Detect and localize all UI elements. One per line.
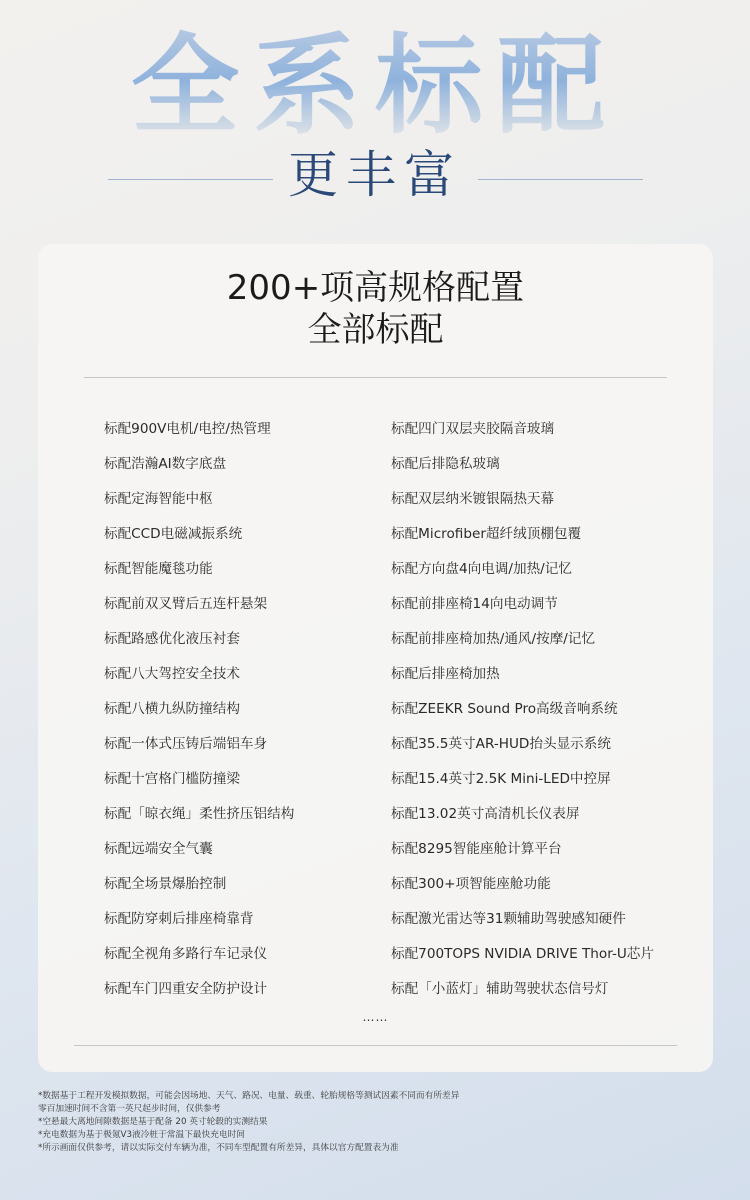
footnote: *空悬最大离地间隙数据是基于配备 20 英寸轮毂的实测结果 [38,1117,268,1127]
spec-item: 标配300+项智能座舱功能 [391,876,551,892]
spec-item: 标配四门双层夹胶隔音玻璃 [391,421,555,437]
more-ellipsis: …… [362,1010,389,1024]
card-bottom-divider [74,1045,677,1046]
spec-item: 标配路感优化液压衬套 [104,631,240,647]
spec-item: 标配双层纳米镀银隔热天幕 [391,491,555,507]
spec-item: 标配远端安全气囊 [104,841,213,857]
hero-title: 全系标配 [0,22,750,152]
spec-item: 标配浩瀚AI数字底盘 [104,456,227,472]
spec-item: 标配ZEEKR Sound Pro高级音响系统 [391,701,618,717]
spec-item: 标配前双叉臂后五连杆悬架 [104,596,268,612]
footnotes [38,1090,718,1155]
spec-item: 标配方向盘4向电调/加热/记忆 [391,561,572,577]
spec-item: 标配定海智能中枢 [104,491,213,507]
spec-list-right [391,410,654,1005]
card-title-line2: 全部标配 [307,310,444,350]
spec-item: 标配900V电机/电控/热管理 [104,421,271,437]
spec-item: 标配35.5英寸AR-HUD抬头显示系统 [391,736,611,752]
spec-item: 标配13.02英寸高清机长仪表屏 [391,806,580,822]
spec-item: 标配8295智能座舱计算平台 [391,841,562,857]
spec-item: 标配全场景爆胎控制 [104,876,227,892]
spec-item: 标配后排座椅加热 [391,666,500,682]
spec-list-left [104,410,294,1005]
spec-card [38,244,713,1072]
spec-item: 标配车门四重安全防护设计 [104,981,268,997]
spec-item: 标配全视角多路行车记录仪 [104,946,268,962]
spec-item: 标配15.4英寸2.5K Mini-LED中控屏 [391,771,611,787]
spec-item: 标配智能魔毯功能 [104,561,213,577]
spec-item: 标配前排座椅加热/通风/按摩/记忆 [391,631,596,647]
spec-item: 标配十宫格门槛防撞梁 [104,771,240,787]
footnote: *充电数据为基于极氪V3液冷桩于常温下最快充电时间 [38,1130,245,1140]
spec-item: 标配700TOPS NVIDIA DRIVE Thor-U芯片 [391,946,654,962]
subtitle-right-line [478,179,643,180]
spec-item: 标配防穿刺后排座椅靠背 [104,911,254,927]
card-top-divider [84,377,667,378]
hero-subtitle: 更丰富 [288,146,462,204]
card-title-line1: 200+项高规格配置 [226,268,525,308]
subtitle-block [0,142,750,208]
footnote: 零百加速时间不含第一英尺起步时间，仅供参考 [38,1104,221,1114]
footnote: *数据基于工程开发模拟数据，可能会因场地、天气、路况、电量、载重、轮胎规格等测试因素不同而有所差异 [38,1091,460,1101]
spec-item: 标配「小蓝灯」辅助驾驶状态信号灯 [391,981,609,997]
spec-item: 标配CCD电磁减振系统 [104,526,243,542]
footnote: *所示画面仅供参考，请以实际交付车辆为准，不同车型配置有所差异，具体以官方配置表为准 [38,1143,399,1153]
spec-item: 标配八横九纵防撞结构 [104,701,240,717]
spec-item: 标配一体式压铸后端铝车身 [104,736,268,752]
spec-item: 标配Microfiber超纤绒顶棚包覆 [391,526,582,542]
spec-item: 标配「晾衣绳」柔性挤压铝结构 [104,806,295,822]
spec-item: 标配前排座椅14向电动调节 [391,596,558,612]
spec-item: 标配后排隐私玻璃 [391,456,500,472]
spec-item: 标配八大驾控安全技术 [104,666,240,682]
spec-item: 标配激光雷达等31颗辅助驾驶感知硬件 [391,911,626,927]
